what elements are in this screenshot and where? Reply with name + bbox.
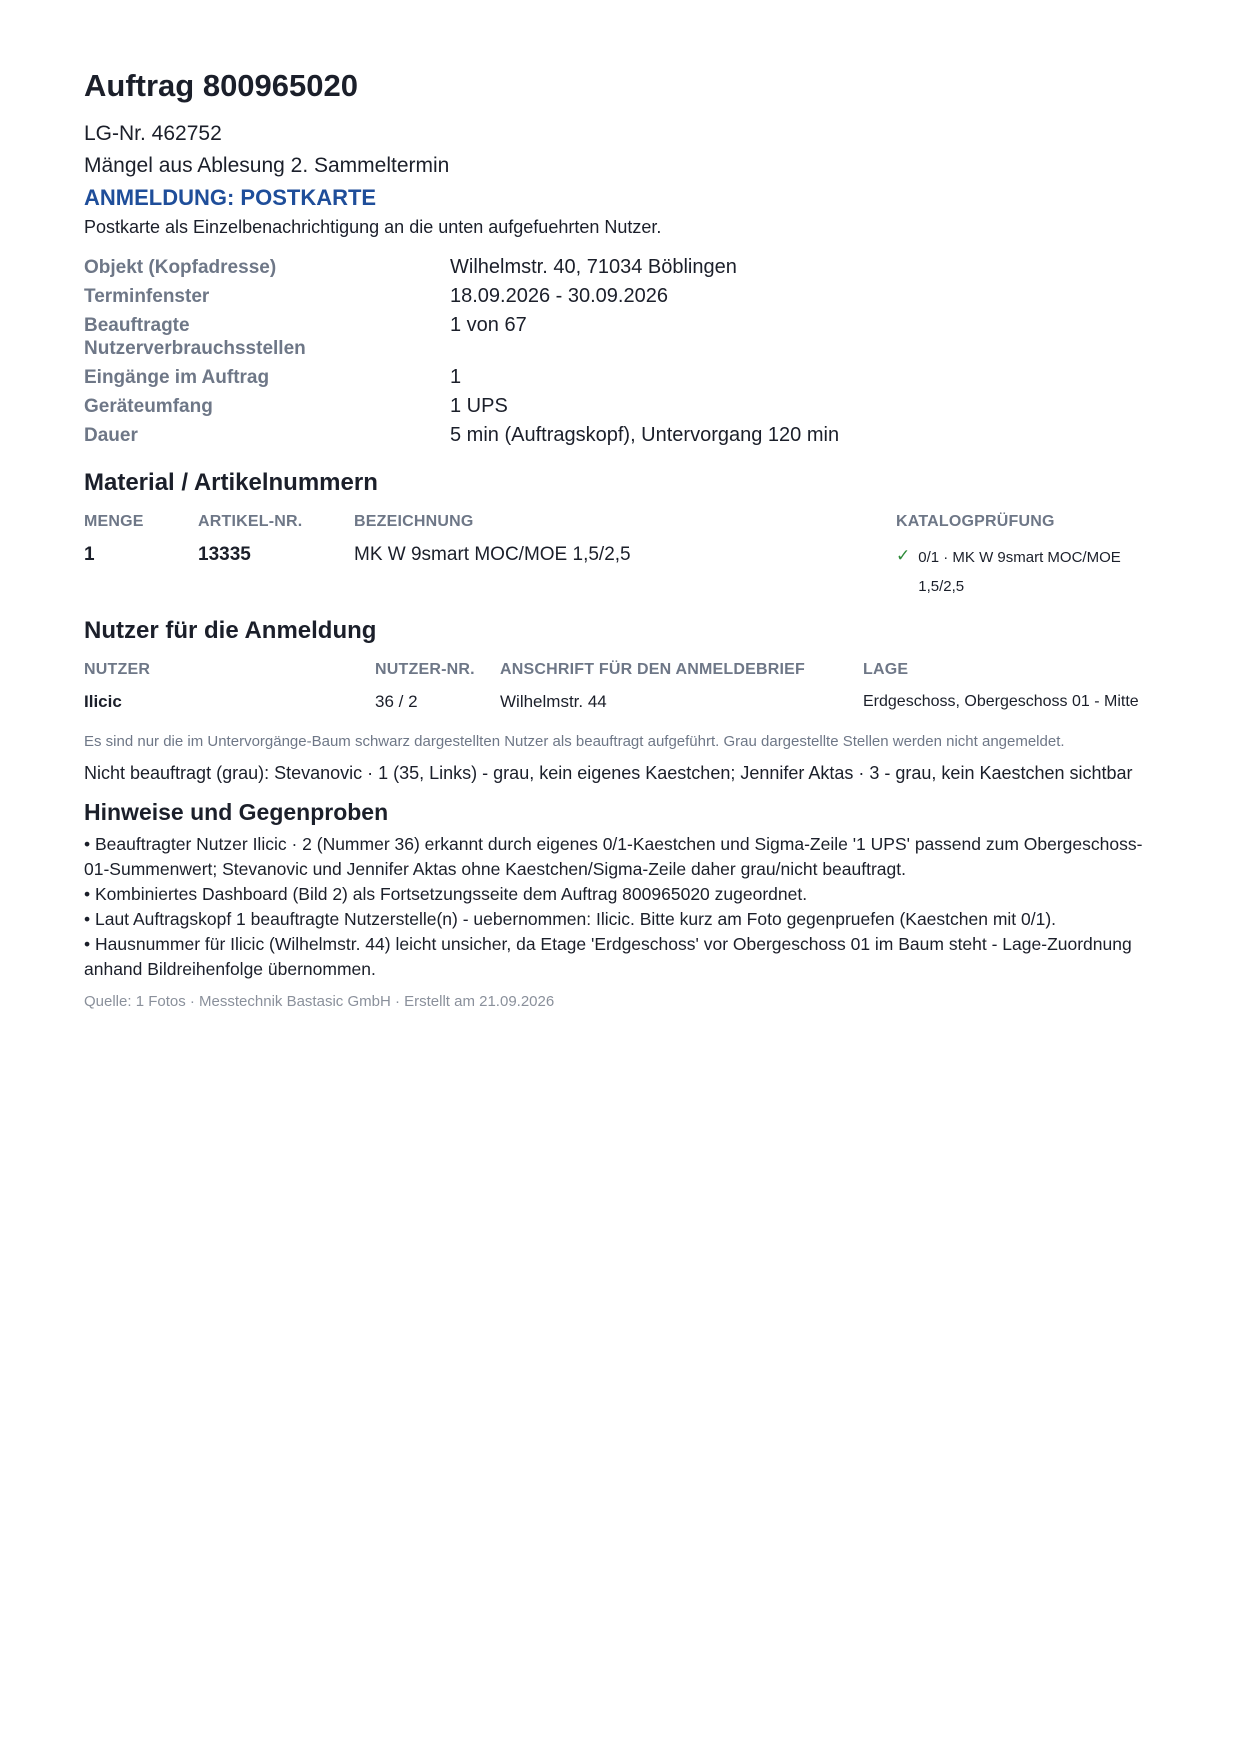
info-value-entrances: 1 bbox=[450, 366, 462, 388]
material-quantity: 1 bbox=[84, 544, 95, 565]
page-title: Auftrag 800965020 bbox=[84, 68, 358, 103]
user-address: Wilhelmstr. 44 bbox=[500, 692, 607, 711]
list-item: • Kombiniertes Dashboard (Bild 2) als Fortsetzungsseite dem Auftrag 800965020 zugeordnet. bbox=[84, 884, 808, 904]
users-section-title: Nutzer für die Anmeldung bbox=[84, 617, 377, 644]
table-row bbox=[84, 689, 1159, 714]
column-header-catalog-check: KATALOGPRÜFUNG bbox=[896, 513, 1055, 530]
column-header-location: LAGE bbox=[863, 661, 909, 678]
material-article-number: 13335 bbox=[198, 544, 251, 565]
announcement-description: Postkarte als Einzelbenachrichtigung an die unten aufgefuehrten Nutzer. bbox=[84, 217, 662, 237]
order-info-grid bbox=[84, 256, 1157, 447]
info-label-devices: Geräteumfang bbox=[84, 396, 213, 417]
list-item: • Hausnummer für Ilicic (Wilhelmstr. 44) leicht unsicher, da Etage 'Erdgeschoss' vor Obergeschoss 01 im Baum steht - Lage-Zuordnung anhand Bildreihenfolge übernommen. bbox=[84, 934, 1132, 979]
material-description: MK W 9smart MOC/MOE 1,5/2,5 bbox=[354, 544, 631, 565]
table-row bbox=[84, 541, 1159, 601]
announcement-title: ANMELDUNG: POSTKARTE bbox=[84, 185, 377, 210]
column-header-description: BEZEICHNUNG bbox=[354, 513, 474, 530]
list-item: • Beauftragter Nutzer Ilicic · 2 (Nummer 36) erkannt durch eigenes 0/1-Kaestchen und Sigma-Zeile '1 UPS' passend zum Obergeschoss-01-Summenwert; Stevanovic und Jennifer Aktas ohne Kaestchen/Sigma-Zeile daher grau/nicht beauftragt. bbox=[84, 834, 1143, 879]
user-location: Erdgeschoss, Obergeschoss 01 - Mitte bbox=[863, 693, 1139, 710]
lg-number: LG-Nr. 462752 bbox=[84, 122, 222, 145]
column-header-address: ANSCHRIFT FÜR DEN ANMELDEBRIEF bbox=[500, 661, 805, 678]
info-value-duration: 5 min (Auftragskopf), Untervorgang 120 min bbox=[450, 424, 840, 446]
catalog-check-cell bbox=[896, 541, 1159, 601]
hints-list bbox=[84, 832, 1159, 982]
not-assigned-users: Nicht beauftragt (grau): Stevanovic · 1 (35, Links) - grau, kein eigenes Kaestchen; Jennifer Aktas · 3 - grau, kein Kaestchen sichtbar bbox=[84, 763, 1133, 783]
material-table-header bbox=[84, 513, 1159, 541]
checkmark-icon: ✓ bbox=[896, 546, 911, 565]
info-label-time-window: Terminfenster bbox=[84, 286, 210, 307]
column-header-user: NUTZER bbox=[84, 661, 151, 678]
order-subtitle: Mängel aus Ablesung 2. Sammeltermin bbox=[84, 154, 450, 177]
column-header-quantity: MENGE bbox=[84, 513, 144, 530]
info-label-object: Objekt (Kopfadresse) bbox=[84, 257, 277, 278]
info-label-entrances: Eingänge im Auftrag bbox=[84, 367, 270, 388]
material-section-title: Material / Artikelnummern bbox=[84, 469, 378, 496]
source-footer: Quelle: 1 Fotos · Messtechnik Bastasic GmbH · Erstellt am 21.09.2026 bbox=[84, 993, 555, 1010]
hints-section-title: Hinweise und Gegenproben bbox=[84, 799, 389, 825]
info-value-assigned-points: 1 von 67 bbox=[450, 314, 527, 336]
user-number: 36 / 2 bbox=[375, 692, 418, 711]
info-value-object: Wilhelmstr. 40, 71034 Böblingen bbox=[450, 256, 737, 278]
users-note: Es sind nur die im Untervorgänge-Baum schwarz dargestellten Nutzer als beauftragt aufgeführt. Grau dargestellte Stellen werden nicht angemeldet. bbox=[84, 733, 1065, 750]
list-item: • Laut Auftragskopf 1 beauftragte Nutzerstelle(n) - uebernommen: Ilicic. Bitte kurz am Foto gegenpruefen (Kaestchen mit 0/1). bbox=[84, 909, 1057, 929]
info-label-assigned-points: Beauftragte Nutzerverbrauchsstellen bbox=[84, 315, 306, 359]
users-table-header bbox=[84, 661, 1159, 689]
info-label-duration: Dauer bbox=[84, 425, 138, 446]
users-table bbox=[84, 661, 1159, 714]
user-name: Ilicic bbox=[84, 692, 122, 711]
column-header-user-number: NUTZER-NR. bbox=[375, 661, 475, 678]
material-table bbox=[84, 513, 1159, 601]
column-header-article-number: ARTIKEL-NR. bbox=[198, 513, 303, 530]
info-value-devices: 1 UPS bbox=[450, 395, 508, 417]
info-value-time-window: 18.09.2026 - 30.09.2026 bbox=[450, 285, 668, 307]
catalog-check-text: 0/1 · MK W 9smart MOC/MOE 1,5/2,5 bbox=[918, 549, 1121, 595]
